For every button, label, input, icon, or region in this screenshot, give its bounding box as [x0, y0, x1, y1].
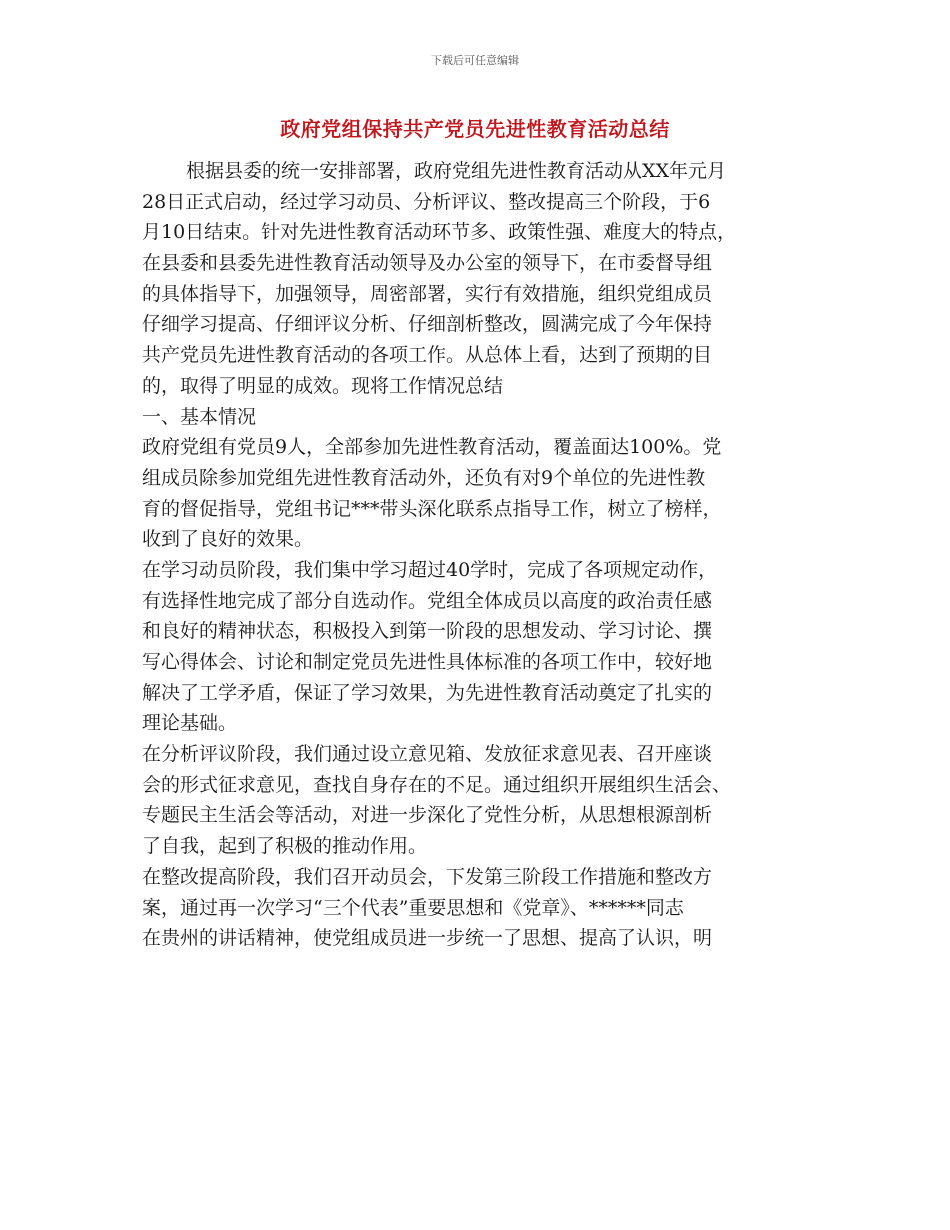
body-line: 专题民主生活会等活动，对进一步深化了党性分析，从思想根源剖析	[142, 804, 713, 827]
section-heading: 一、基本情况	[142, 405, 257, 428]
body-line: 收到了良好的效果。	[142, 528, 314, 551]
body-line: 月10日结束。针对先进性教育活动环节多、政策性强、难度大的特点，	[142, 221, 737, 244]
body-line: 根据县委的统一安排部署，政府党组先进性教育活动从XX年元月	[186, 160, 727, 182]
body-line: 28日正式启动，经过学习动员、分析评议、整改提高三个阶段，于6	[142, 190, 711, 213]
document-title: 政府党组保持共产党员先进性教育活动总结	[280, 117, 670, 141]
body-line: 政府党组有党员9人，全部参加先进性教育活动，覆盖面达100%。党	[142, 436, 722, 459]
body-line: 仔细学习提高、仔细评议分析、仔细剖析整改，圆满完成了今年保持	[142, 313, 713, 336]
body-line: 在县委和县委先进性教育活动领导及办公室的领导下，在市委督导组	[142, 252, 713, 275]
body-line: 共产党员先进性教育活动的各项工作。从总体上看，达到了预期的目	[142, 344, 713, 367]
body-line: 了自我，起到了积极的推动作用。	[142, 835, 428, 858]
body-line: 育的督促指导，党组书记***带头深化联系点指导工作，树立了榜样，	[142, 497, 722, 520]
body-line: 写心得体会、讨论和制定党员先进性具体标准的各项工作中，较好地	[142, 651, 713, 673]
body-line: 的，取得了明显的成效。现将工作情况总结	[142, 374, 504, 397]
body-line: 在贵州的讲话精神，使党组成员进一步统一了思想、提高了认识，明	[142, 927, 713, 950]
body-line: 解决了工学矛盾，保证了学习效果，为先进性教育活动奠定了扎实的	[142, 681, 713, 704]
body-line: 在学习动员阶段，我们集中学习超过40学时，完成了各项规定动作，	[142, 558, 718, 581]
body-line: 组成员除参加党组先进性教育活动外，还负有对9个单位的先进性教	[142, 466, 706, 489]
document-body	[142, 156, 814, 954]
body-line: 理论基础。	[142, 712, 238, 735]
body-line: 和良好的精神状态，积极投入到第一阶段的思想发动、学习讨论、撰	[142, 620, 713, 643]
body-line: 在整改提高阶段，我们召开动员会，下发第三阶段工作措施和整改方	[142, 865, 713, 888]
body-line: 会的形式征求意见，查找自身存在的不足。通过组织开展组织生活会、	[142, 773, 732, 796]
body-line: 案，通过再一次学习“三个代表”重要思想和《党章》、******同志	[142, 896, 684, 919]
body-line: 有选择性地完成了部分自选动作。党组全体成员以高度的政治责任感	[142, 589, 713, 612]
body-line: 的具体指导下，加强领导，周密部署，实行有效措施，组织党组成员	[142, 282, 713, 305]
header-note: 下载后可任意编辑	[431, 54, 519, 67]
body-line: 在分析评议阶段，我们通过设立意见箱、发放征求意见表、召开座谈	[142, 743, 713, 766]
